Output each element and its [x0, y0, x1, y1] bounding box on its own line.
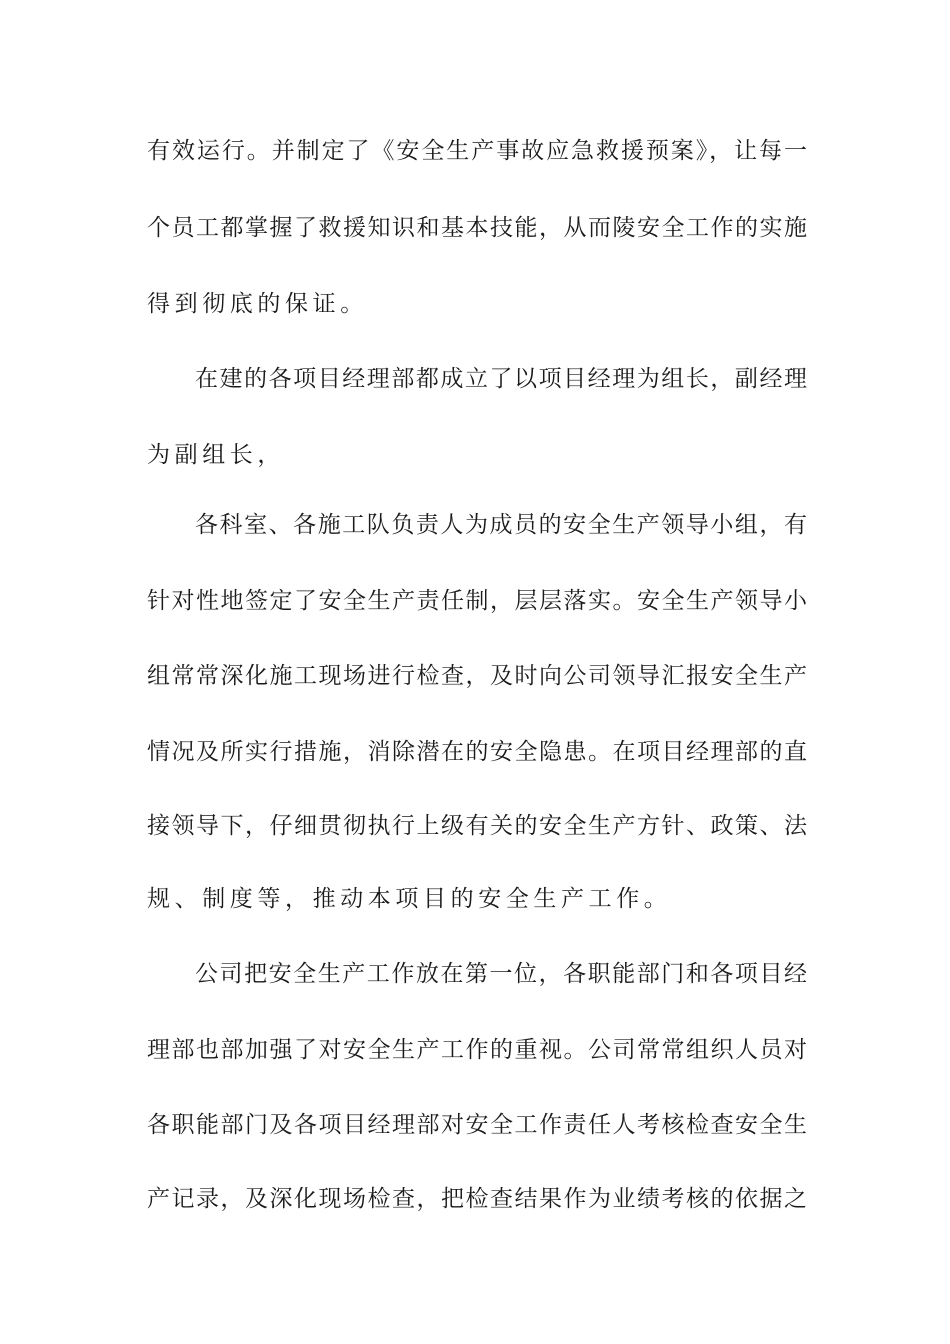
text-line: 组常常深化施工现场进行检查，及时向公司领导汇报安全生产	[147, 663, 807, 689]
text-line: 为副组长，	[147, 442, 285, 468]
paragraph-first-line: 公司把安全生产工作放在第一位，各职能部门和各项目经	[195, 961, 807, 987]
paragraph-first-line: 在建的各项目经理部都成立了以项目经理为组长，副经理	[195, 366, 807, 392]
text-line: 有效运行。并制定了《安全生产事故应急救援预案》，让每一	[147, 138, 807, 164]
text-line: 接领导下，仔细贯彻执行上级有关的安全生产方针、政策、法	[147, 813, 807, 839]
text-line: 理部也部加强了对安全生产工作的重视。公司常常组织人员对	[147, 1037, 807, 1063]
text-line: 个员工都掌握了救援知识和基本技能，从而陵安全工作的实施	[147, 215, 807, 241]
paragraph-first-line: 各科室、各施工队负责人为成员的安全生产领导小组，有	[195, 512, 807, 538]
text-line: 得到彻底的保证。	[147, 291, 368, 317]
text-line: 情况及所实行措施，消除潜在的安全隐患。在项目经理部的直	[147, 739, 807, 765]
text-line: 各职能部门及各项目经理部对安全工作责任人考核检查安全生	[147, 1112, 807, 1138]
text-line: 针对性地签定了安全生产责任制，层层落实。安全生产领导小	[147, 588, 807, 614]
text-line: 产记录，及深化现场检查，把检查结果作为业绩考核的依据之	[147, 1186, 807, 1212]
text-line: 规、制度等，推动本项目的安全生产工作。	[147, 886, 672, 912]
